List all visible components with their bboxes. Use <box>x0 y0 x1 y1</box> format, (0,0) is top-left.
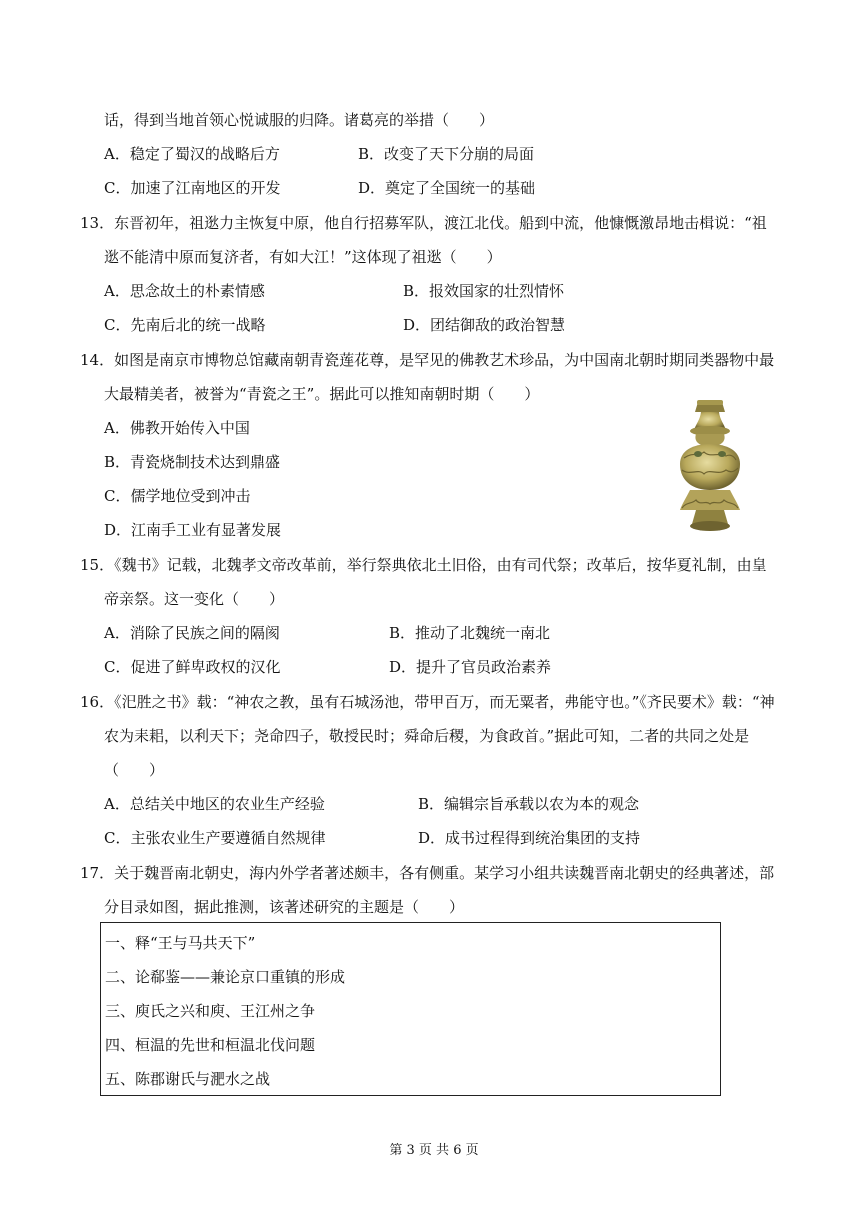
q13-option-c: C．先南后北的统一战略 <box>104 316 266 334</box>
toc-item: 五、陈郡谢氏与淝水之战 <box>105 1070 271 1088</box>
q14-stem-line1: 14．如图是南京市博物总馆藏南朝青瓷莲花尊，是罕见的佛教艺术珍品，为中国南北朝时期同类器物中最 <box>80 351 775 369</box>
page-number-footer: 第 3 页 共 6 页 <box>389 1143 479 1158</box>
table-of-contents-box <box>100 922 721 1096</box>
q13-stem-line1: 13．东晋初年，祖逖力主恢复中原，他自行招募军队，渡江北伐。船到中流，他慷慨激昂地击楫说：“祖 <box>80 214 767 232</box>
q14-option-d: D．江南手工业有显著发展 <box>104 521 282 539</box>
q15-option-d: D．提升了官员政治素养 <box>389 658 552 676</box>
toc-item: 四、桓温的先世和桓温北伐问题 <box>105 1036 316 1054</box>
q13-stem-line2: 逖不能清中原而复济者，有如大江！”这体现了祖逖（ ） <box>104 248 502 266</box>
q13-option-d: D．团结御敌的政治智慧 <box>403 316 566 334</box>
q13-option-b: B．报效国家的壮烈情怀 <box>403 282 565 300</box>
q16-stem-line2: 农为耒耜，以利天下；尧命四子，敬授民时；舜命后稷，为食政首。”据此可知，二者的共同之处是 <box>104 727 750 745</box>
q16-option-d: D．成书过程得到统治集团的支持 <box>418 829 641 847</box>
q14-option-b: B．青瓷烧制技术达到鼎盛 <box>104 453 281 471</box>
q14-stem-line2: 大最精美者，被誉为“青瓷之王”。据此可以推知南朝时期（ ） <box>104 385 540 403</box>
q16-stem-line3: （ ） <box>104 761 165 779</box>
q14-option-c: C．儒学地位受到冲击 <box>104 487 251 505</box>
q14-option-a: A．佛教开始传入中国 <box>104 419 250 437</box>
q16-option-b: B．编辑宗旨承载以农为本的观念 <box>418 795 640 813</box>
q17-stem-line1: 17．关于魏晋南北朝史，海内外学者著述颇丰，各有侧重。某学习小组共读魏晋南北朝史的经典著述，部 <box>80 864 775 882</box>
q15-option-c: C．促进了鲜卑政权的汉化 <box>104 658 281 676</box>
q15-option-b: B．推动了北魏统一南北 <box>389 624 551 642</box>
q16-option-a: A．总结关中地区的农业生产经验 <box>104 795 325 813</box>
celadon-lotus-vase-image <box>670 398 750 534</box>
toc-item: 三、庾氏之兴和庾、王江州之争 <box>105 1002 316 1020</box>
q12-option-c: C．加速了江南地区的开发 <box>104 179 281 197</box>
q15-stem-line2: 帝亲祭。这一变化（ ） <box>104 590 285 608</box>
q12-option-a: A．稳定了蜀汉的战略后方 <box>104 145 280 163</box>
q15-stem-line1: 15．《魏书》记载，北魏孝文帝改革前，举行祭典依北土旧俗，由有司代祭；改革后，按华夏礼制，由皇 <box>80 556 767 574</box>
q12-option-b: B．改变了天下分崩的局面 <box>358 145 535 163</box>
toc-item: 一、释“王与马共天下” <box>105 934 256 952</box>
q16-option-c: C．主张农业生产要遵循自然规律 <box>104 829 326 847</box>
q15-option-a: A．消除了民族之间的隔阂 <box>104 624 280 642</box>
q13-option-a: A．思念故土的朴素情感 <box>104 282 265 300</box>
q12-option-d: D．奠定了全国统一的基础 <box>358 179 536 197</box>
q16-stem-line1: 16．《汜胜之书》载：“神农之教，虽有石城汤池，带甲百万，而无粟者，弗能守也。”《齐民要术》载：“神 <box>80 693 775 711</box>
toc-item: 二、论郗鉴——兼论京口重镇的形成 <box>105 968 346 986</box>
q12-stem-continued: 话，得到当地首领心悦诚服的归降。诸葛亮的举措（ ） <box>104 111 495 129</box>
q17-stem-line2: 分目录如图，据此推测，该著述研究的主题是（ ） <box>104 898 465 916</box>
